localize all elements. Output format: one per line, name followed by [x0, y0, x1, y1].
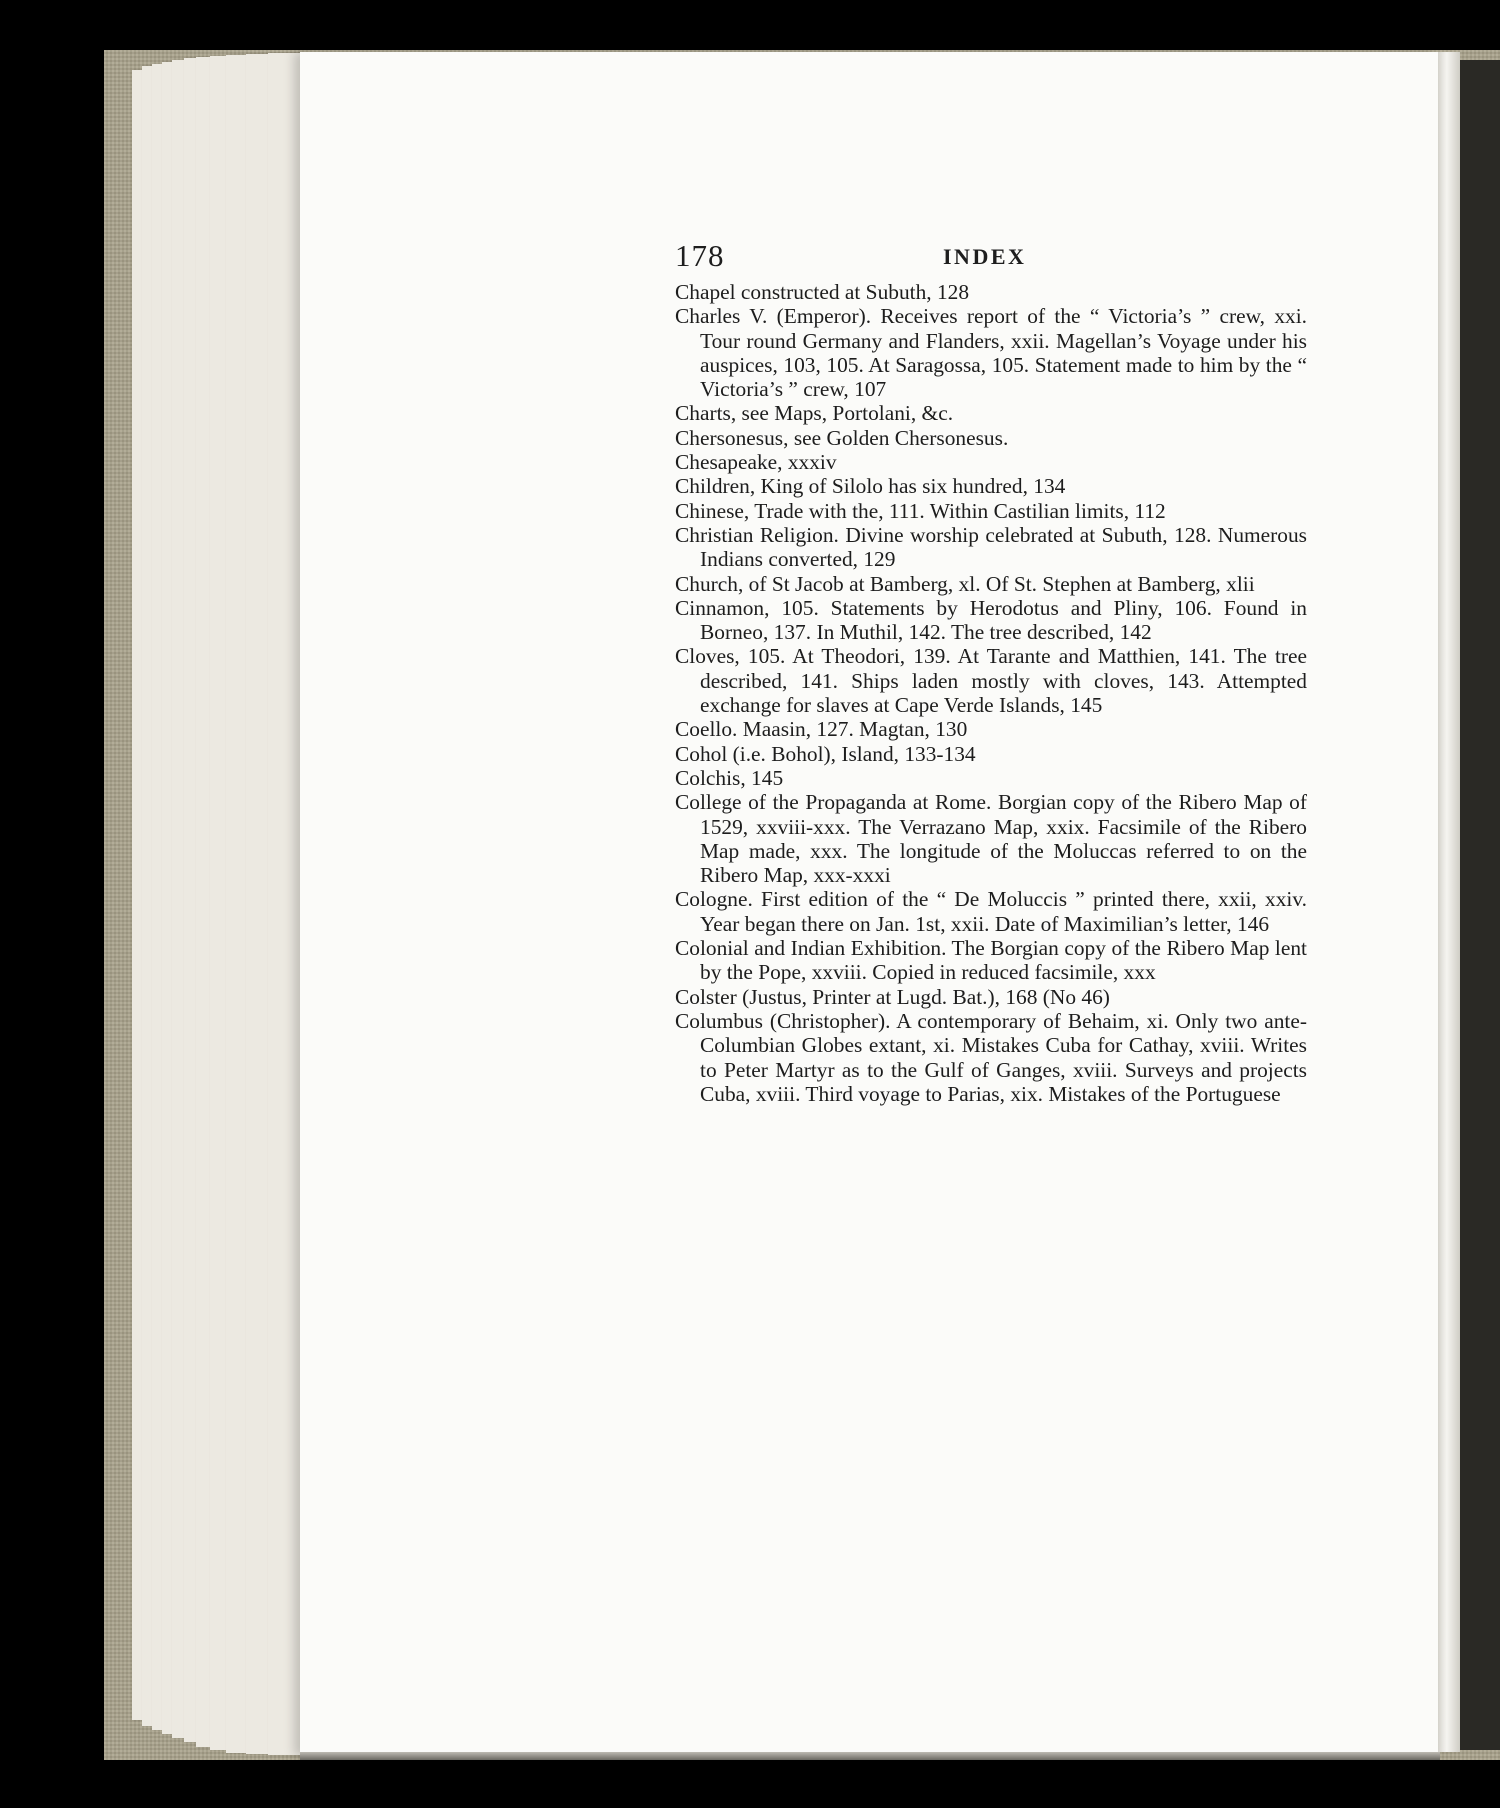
index-entry: Christian Religion. Divine worship celebrated at Subuth, 128. Numerous Indians converted, 129 [675, 522, 1307, 572]
page-bottom-shadow [300, 1752, 1440, 1760]
right-page-edge [1438, 52, 1460, 1752]
index-entry: Cohol (i.e. Bohol), Island, 133-134 [675, 741, 976, 766]
right-cover-edge [1460, 60, 1500, 1750]
index-entry: Coello. Maasin, 127. Magtan, 130 [675, 717, 968, 742]
index-entry: Charts, see Maps, Portolani, &c. [675, 401, 954, 426]
index-entries [675, 280, 1307, 1106]
index-entry: Cologne. First edition of the “ De Moluccis ” printed there, xxii, xxiv. Year began there on Jan. 1st, xxii. Date of Maximilian’s letter, 146 [675, 887, 1307, 936]
index-entry: Cinnamon, 105. Statements by Herodotus and Pliny, 106. Found in Borneo, 137. In Muthil, 142. The tree described, 142 [675, 595, 1307, 645]
index-entry: Chinese, Trade with the, 111. Within Castilian limits, 112 [675, 498, 1166, 523]
index-entry: Colonial and Indian Exhibition. The Borgian copy of the Ribero Map lent by the Pope, xxviii. Copied in reduced facsimile, xxx [675, 936, 1307, 985]
index-entry: Church, of St Jacob at Bamberg, xl. Of St. Stephen at Bamberg, xlii [675, 571, 1255, 596]
index-entry: Colster (Justus, Printer at Lugd. Bat.), 168 (No 46) [675, 984, 1110, 1009]
index-entry: Charles V. (Emperor). Receives report of the “ Victoria’s ” crew, xxi. Tour round Germany and Flanders, xxii. Magellan’s Voyage under his auspices, 103, 105. At Saragossa, 105. Statement made to him by the “ Victoria’s ” crew, 107 [675, 304, 1307, 402]
index-entry: Children, King of Silolo has six hundred, 134 [675, 474, 1066, 499]
page-header [675, 238, 1307, 274]
index-entry: Chersonesus, see Golden Chersonesus. [675, 425, 1009, 450]
index-entry: College of the Propaganda at Rome. Borgian copy of the Ribero Map of 1529, xxviii-xxx. The Verrazano Map, xxix. Facsimile of the Ribero Map made, xxx. The longitude of the Moluccas referred to on the Ribero Map, xxx-xxxi [675, 790, 1307, 888]
index-entry: Colchis, 145 [675, 765, 784, 790]
index-entry: Chesapeake, xxxiv [675, 450, 837, 475]
page-number: 178 [675, 238, 725, 273]
index-entry: Cloves, 105. At Theodori, 139. At Tarante and Matthien, 141. The tree described, 141. Ships laden mostly with cloves, 143. Attempted exchange for slaves at Cape Verde Islands, 145 [675, 644, 1307, 718]
page-edge [268, 53, 301, 1755]
index-entry: Columbus (Christopher). A contemporary of Behaim, xi. Only two ante-Columbian Globes extant, xi. Mistakes Cuba for Cathay, xviii. Writes to Peter Martyr as to the Gulf of Ganges, xviii. Surveys and projects Cuba, xviii. Third voyage to Parias, xix. Mistakes of the Portuguese [675, 1008, 1307, 1106]
running-head: INDEX [943, 244, 1027, 269]
index-entry: Chapel constructed at Subuth, 128 [675, 280, 970, 304]
